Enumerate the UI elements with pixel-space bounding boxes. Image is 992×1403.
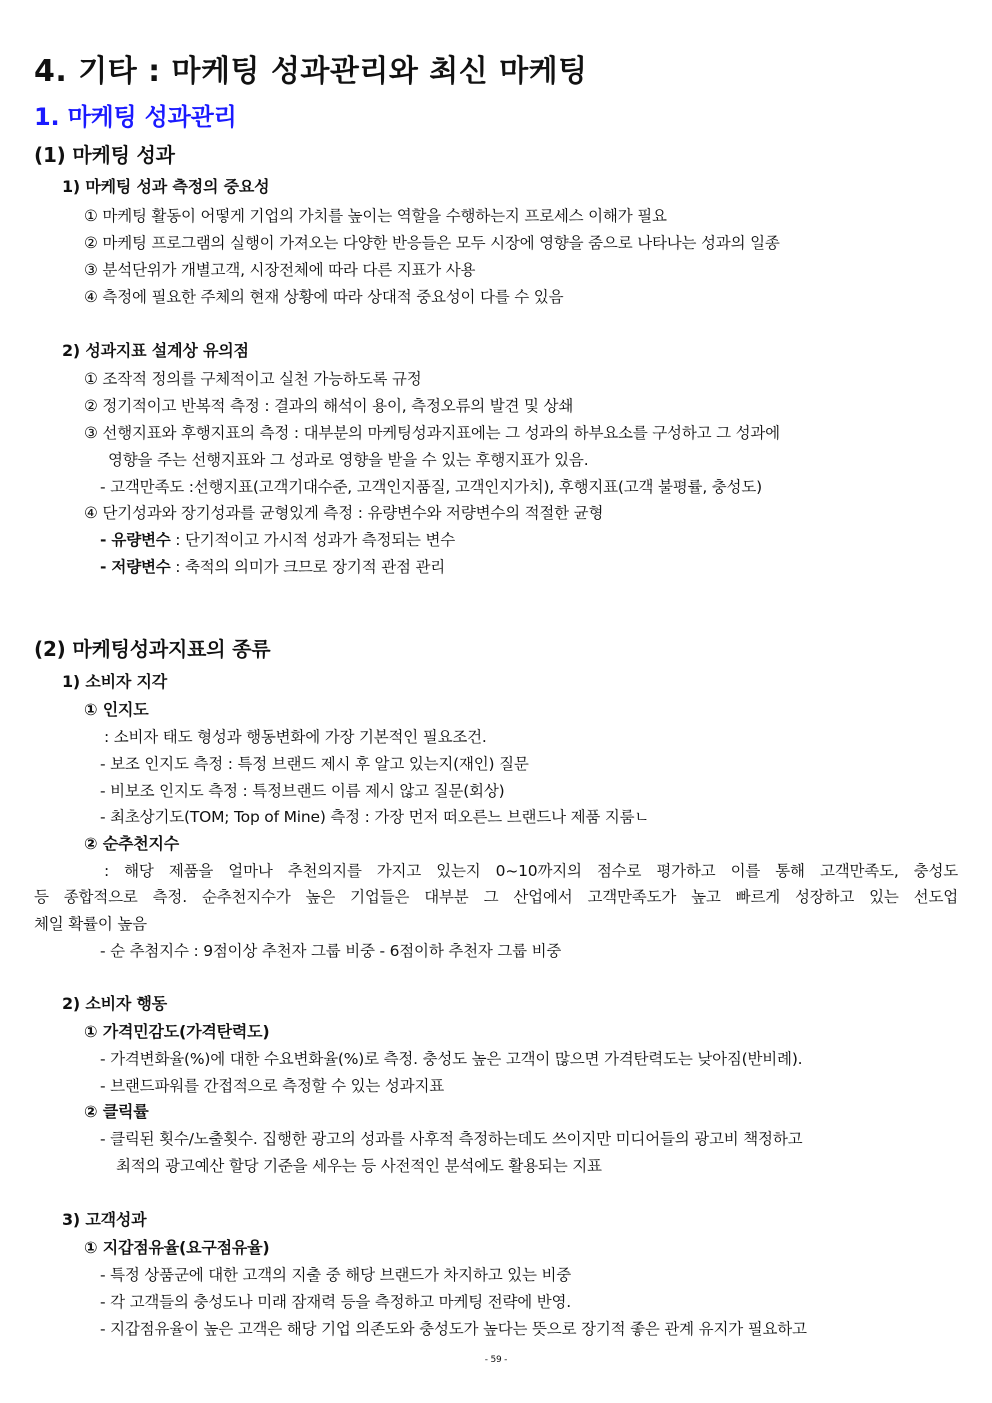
flow-variable-text: : 단기적이고 가시적 성과가 측정되는 변수 (170, 531, 456, 549)
list-subitem-stock (100, 557, 445, 577)
stock-variable-label: - 저량변수 (100, 558, 171, 576)
topic-heading: 3) 고객성과 (62, 1210, 147, 1229)
item-heading: ② 클릭률 (84, 1102, 149, 1121)
topic-heading: 2) 소비자 행동 (62, 994, 168, 1013)
page-number: - 59 - (484, 1355, 508, 1365)
subsection-heading: (2) 마케팅성과지표의 종류 (34, 637, 271, 661)
paragraph-line: 체일 확률이 높음 (34, 915, 147, 933)
list-item: ③ 분석단위가 개별고객, 시장전체에 따라 다른 지표가 사용 (84, 261, 476, 279)
list-subitem: - 비보조 인지도 측정 : 특정브랜드 이름 제시 않고 질문(회상) (100, 782, 505, 800)
list-subitem: - 각 고객들의 충성도나 미래 잠재력 등을 측정하고 마케팅 전략에 반영. (100, 1293, 572, 1311)
flow-variable-label: - 유량변수 (100, 531, 171, 549)
item-description: : 소비자 태도 형성과 행동변화에 가장 기본적인 필요조건. (104, 728, 487, 746)
stock-variable-text: : 축적의 의미가 크므로 장기적 관점 관리 (170, 558, 446, 576)
page-title: 4. 기타 : 마케팅 성과관리와 최신 마케팅 (34, 54, 588, 89)
list-item: ① 조작적 정의를 구체적이고 실천 가능하도록 규정 (84, 370, 422, 388)
list-item: ② 마케팅 프로그램의 실행이 가져오는 다양한 반응들은 모두 시장에 영향을 줌으로 나타나는 성과의 일종 (84, 234, 780, 252)
list-item: ④ 단기성과와 장기성과를 균형있게 측정 : 유량변수와 저량변수의 적절한 균형 (84, 504, 604, 522)
list-subitem: - 지갑점유율이 높은 고객은 해당 기업 의존도와 충성도가 높다는 뜻으로 장기적 좋은 관계 유지가 필요하고 (100, 1320, 807, 1338)
list-subitem: - 최초상기도(TOM; Top of Mine) 측정 : 가장 먼저 떠오른느 브랜드나 제품 지룸ㄴ (100, 808, 650, 826)
list-subitem-continuation: 최적의 광고예산 할당 기준을 세우는 등 사전적인 분석에도 활용되는 지표 (116, 1157, 602, 1175)
list-subitem: - 브랜드파워를 간접적으로 측정할 수 있는 성과지표 (100, 1077, 444, 1095)
list-item-continuation: 영향을 주는 선행지표와 그 성과로 영향을 받을 수 있는 후행지표가 있음. (108, 451, 589, 469)
subsection-heading: (1) 마케팅 성과 (34, 143, 175, 167)
list-item: ③ 선행지표와 후행지표의 측정 : 대부분의 마케팅성과지표에는 그 성과의 하부요소를 구성하고 그 성과에 (84, 424, 780, 442)
list-subitem: - 고객만족도 :선행지표(고객기대수준, 고객인지품질, 고객인지가치), 후행지표(고객 불평률, 충성도) (100, 478, 762, 496)
list-item: ② 정기적이고 반복적 측정 : 결과의 해석이 용이, 측정오류의 발견 및 상쇄 (84, 397, 574, 415)
topic-heading: 1) 마케팅 성과 측정의 중요성 (62, 177, 270, 196)
item-heading: ② 순추천지수 (84, 834, 179, 853)
item-heading: ① 인지도 (84, 700, 149, 719)
list-subitem: - 가격변화율(%)에 대한 수요변화율(%)로 측정. 충성도 높은 고객이 많으면 가격탄력도는 낮아짐(반비례). (100, 1050, 803, 1068)
paragraph-line: : 해당 제품을 얼마나 추천의지를 가지고 있는지 0~10까지의 점수로 평가하고 이를 통해 고객만족도, 충성도 (104, 862, 958, 880)
list-subitem: - 보조 인지도 측정 : 특정 브랜드 제시 후 알고 있는지(재인) 질문 (100, 755, 529, 773)
list-subitem: - 순 추첨지수 : 9점이상 추천자 그룹 비중 - 6점이하 추천자 그룹 비중 (100, 942, 562, 960)
topic-heading: 1) 소비자 지각 (62, 672, 168, 691)
list-subitem-flow (100, 530, 455, 550)
paragraph-line: 등 종합적으로 측정. 순추천지수가 높은 기업들은 대부분 그 산업에서 고객만족도가 높고 빠르게 성장하고 있는 선도업 (34, 888, 958, 906)
item-heading: ① 지갑점유율(요구점유율) (84, 1238, 270, 1257)
list-item: ④ 측정에 필요한 주체의 현재 상황에 따라 상대적 중요성이 다를 수 있음 (84, 288, 564, 306)
list-subitem: - 특정 상품군에 대한 고객의 지출 중 해당 브랜드가 차지하고 있는 비중 (100, 1266, 572, 1284)
list-subitem: - 클릭된 횟수/노출횟수. 집행한 광고의 성과를 사후적 측정하는데도 쓰이지만 미디어들의 광고비 책정하고 (100, 1130, 803, 1148)
item-heading: ① 가격민감도(가격탄력도) (84, 1022, 270, 1041)
list-item: ① 마케팅 활동이 어떻게 기업의 가치를 높이는 역할을 수행하는지 프로세스 이해가 필요 (84, 207, 667, 225)
topic-heading: 2) 성과지표 설계상 유의점 (62, 341, 249, 360)
section-heading: 1. 마케팅 성과관리 (34, 103, 237, 131)
